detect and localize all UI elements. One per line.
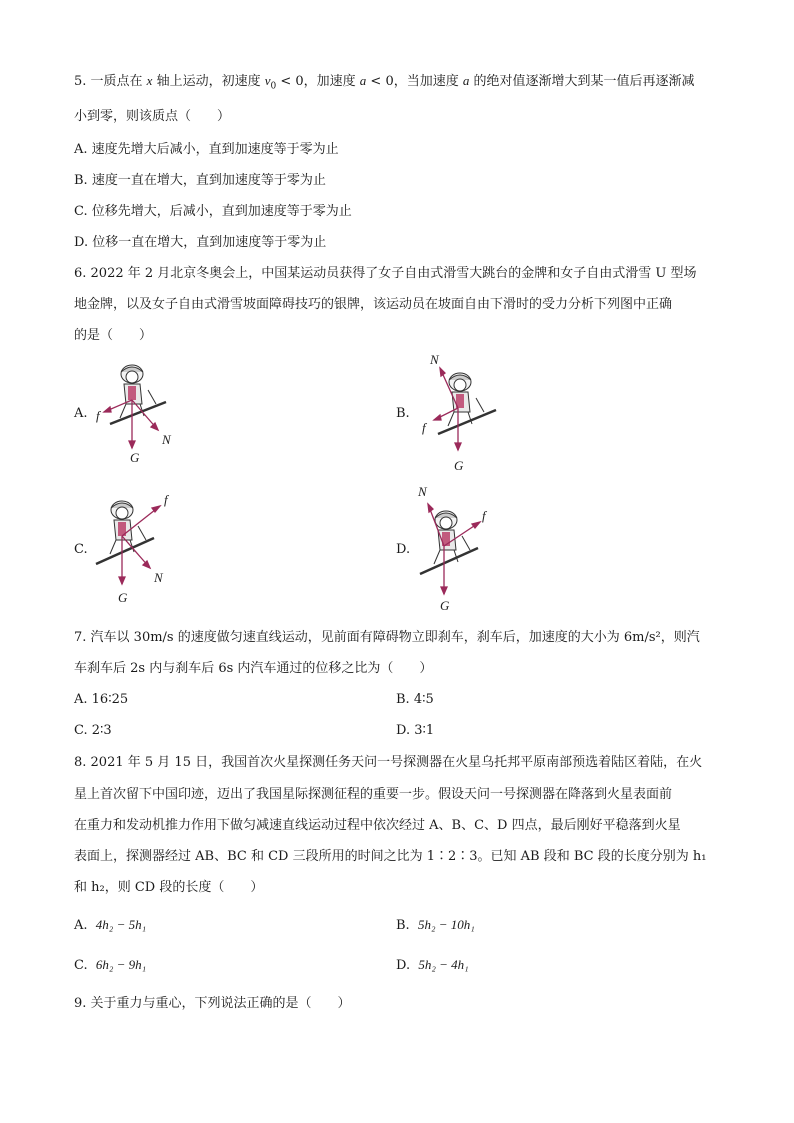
q7-option-c: C. 2∶3 — [74, 723, 112, 738]
q7-option-d: D. 3∶1 — [396, 723, 435, 738]
q5-option-c: C. 位移先增大，后减小，直到加速度等于零为止 — [74, 204, 352, 219]
figure-d-label: D. — [396, 542, 411, 557]
q8-stem-line3: 在重力和发动机推力作用下做匀减速直线运动过程中依次经过 A、B、C、D 四点，最后刚好平稳落到火星 — [74, 818, 681, 833]
skier-illustration — [110, 365, 166, 424]
force-label-n: N — [430, 352, 439, 367]
q7-stem-line2: 车刹车后 2s 内与刹车后 6s 内汽车通过的位移之比为（ ） — [74, 661, 433, 676]
force-label-f: f — [164, 492, 168, 507]
q5-option-a: A. 速度先增大后减小，直到加速度等于零为止 — [74, 142, 339, 157]
force-label-n: N — [162, 432, 171, 447]
q8-option-a: A. 4h₂ − 5h₁ — [74, 917, 147, 933]
force-label-n: N — [154, 570, 163, 585]
q8-option-d: D. 5h₂ − 4h₁ — [396, 957, 469, 973]
q8-stem-line2: 星上首次留下中国印迹，迈出了我国星际探测征程的重要一步。假设天问一号探测器在降落到火星表面前 — [74, 787, 673, 802]
figure-d-skier-diagram — [410, 482, 520, 614]
skier-illustration — [96, 501, 154, 564]
q8-option-c: C. 6h₂ − 9h₁ — [74, 957, 147, 973]
force-label-n: N — [418, 484, 427, 499]
force-label-f: f — [422, 420, 426, 435]
figure-a-skier-diagram — [90, 360, 200, 470]
q5-option-b: B. 速度一直在增大，直到加速度等于零为止 — [74, 173, 326, 188]
force-label-g: G — [440, 598, 450, 613]
q8-stem-line1: 8. 2021 年 5 月 15 日，我国首次火星探测任务天问一号探测器在火星乌托邦平原南部预选着陆区着陆，在火 — [74, 755, 703, 770]
figure-b-label: B. — [396, 406, 410, 421]
q6-stem-line3: 的是（ ） — [74, 328, 153, 343]
figure-c-label: C. — [74, 542, 88, 557]
q8-stem-line4: 表面上，探测器经过 AB、BC 和 CD 三段所用的时间之比为 1∶2∶3。已知 AB 段和 BC 段的长度分别为 h₁ — [74, 849, 707, 864]
q5-option-d: D. 位移一直在增大，直到加速度等于零为止 — [74, 235, 327, 250]
force-label-g: G — [130, 450, 140, 465]
figure-a-label: A. — [74, 406, 88, 421]
q6-stem-line1: 6. 2022 年 2 月北京冬奥会上，中国某运动员获得了女子自由式滑雪大跳台的金牌和女子自由式滑雪 U 型场 — [74, 266, 697, 281]
q5-stem-line1: 5. 一质点在 x 轴上运动，初速度 $v_0 < 0$，加速度 a < 0，当加速度 a 的绝对值逐渐增大到某一值后再逐渐减 — [74, 73, 695, 92]
q6-stem-line2: 地金牌，以及女子自由式滑雪坡面障碍技巧的银牌，该运动员在坡面自由下滑时的受力分析下列图中正确 — [74, 297, 673, 312]
figure-c-skier-diagram — [90, 488, 200, 608]
q8-stem-line5: 和 h₂，则 CD 段的长度（ ） — [74, 880, 264, 895]
q7-option-a: A. 16∶25 — [74, 692, 129, 707]
force-label-f: f — [96, 408, 100, 423]
q5-stem-line2: 小到零，则该质点（ ） — [74, 109, 231, 124]
figure-b-skier-diagram — [412, 350, 522, 478]
force-label-g: G — [454, 458, 464, 473]
q7-stem-line1: 7. 汽车以 30m/s 的速度做匀速直线运动，见前面有障碍物立即刹车，刹车后，加速度的大小为 6m/s²，则汽 — [74, 630, 700, 645]
force-label-f: f — [482, 508, 486, 523]
q8-option-b: B. 5h₂ − 10h₁ — [396, 917, 475, 933]
q9-stem-line1: 9. 关于重力与重心，下列说法正确的是（ ） — [74, 996, 351, 1011]
force-label-g: G — [118, 590, 128, 605]
q7-option-b: B. 4∶5 — [396, 692, 434, 707]
